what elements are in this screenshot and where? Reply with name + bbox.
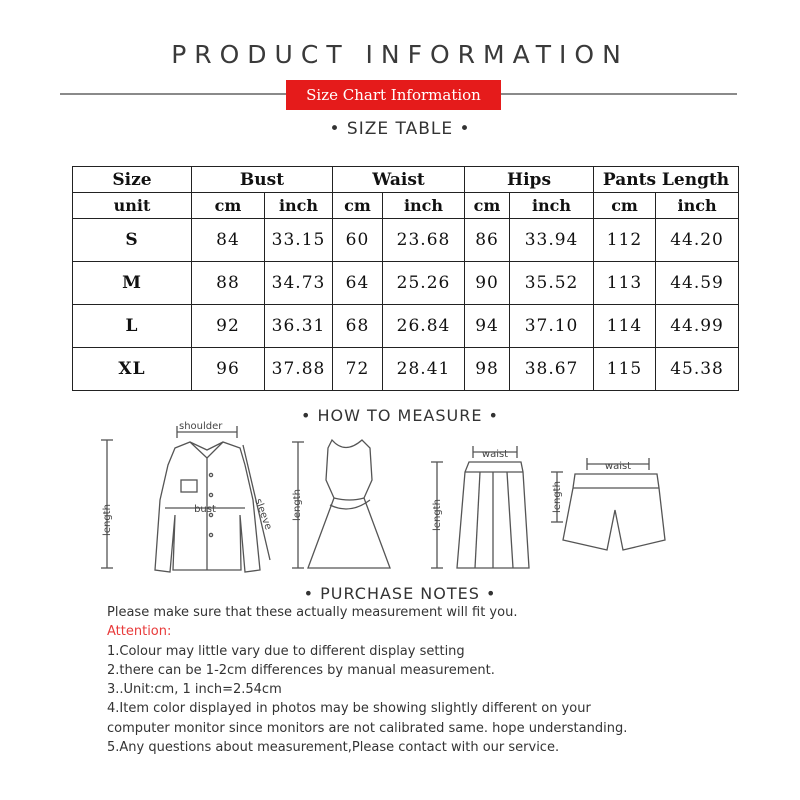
purchase-notes-heading: • PURCHASE NOTES • <box>303 584 497 603</box>
unit-cell: cm <box>192 193 265 219</box>
table-row <box>73 348 739 391</box>
table-row <box>73 305 739 348</box>
unit-row <box>73 193 739 219</box>
table-cell: 98 <box>465 348 510 391</box>
table-cell: 34.73 <box>265 262 333 305</box>
dress-diagram <box>290 430 400 575</box>
shirt-diagram <box>95 420 280 580</box>
table-cell: 45.38 <box>656 348 739 391</box>
length-label: length <box>102 504 113 536</box>
shorts-length-label: length <box>552 481 563 513</box>
unit-cell: cm <box>465 193 510 219</box>
table-cell: 64 <box>333 262 383 305</box>
table-cell: 44.20 <box>656 219 739 262</box>
note-item: 5.Any questions about measurement,Please contact with our service. <box>107 740 560 756</box>
table-cell: 86 <box>465 219 510 262</box>
note-item: 1.Colour may little vary due to different display setting <box>107 643 465 659</box>
table-row <box>73 219 739 262</box>
table-row <box>73 262 739 305</box>
waist-header: Waist <box>333 167 465 193</box>
table-cell: 38.67 <box>510 348 594 391</box>
unit-cell: inch <box>656 193 739 219</box>
table-cell: 114 <box>594 305 656 348</box>
table-cell: 44.99 <box>656 305 739 348</box>
notes-intro: Please make sure that these actually measurement will fit you. <box>107 605 518 620</box>
size-cell: M <box>73 262 192 305</box>
shorts-outline <box>563 474 665 550</box>
note-item: 3..Unit:cm, 1 inch=2.54cm <box>107 682 282 698</box>
skirt-length-label: length <box>432 499 443 531</box>
dress-outline <box>308 440 390 568</box>
note-item: 2.there can be 1-2cm differences by manual measurement. <box>107 662 495 678</box>
size-header: Size <box>73 167 192 193</box>
skirt-diagram <box>425 440 535 575</box>
table-cell: 25.26 <box>383 262 465 305</box>
header-rule-left <box>60 93 286 95</box>
size-chart-banner: Size Chart Information <box>286 80 501 110</box>
table-cell: 36.31 <box>265 305 333 348</box>
table-cell: 33.15 <box>265 219 333 262</box>
table-cell: 35.52 <box>510 262 594 305</box>
how-to-measure-heading: • HOW TO MEASURE • <box>301 406 499 425</box>
sleeve-label: sleeve <box>252 497 274 532</box>
dress-length-label: length <box>292 489 303 521</box>
size-table-heading: • SIZE TABLE • <box>329 119 471 139</box>
unit-cell: inch <box>383 193 465 219</box>
table-cell: 84 <box>192 219 265 262</box>
header-rule-right <box>501 93 737 95</box>
table-cell: 90 <box>465 262 510 305</box>
table-cell: 26.84 <box>383 305 465 348</box>
attention-label: Attention: <box>107 624 172 640</box>
pants-length-header: Pants Length <box>594 167 739 193</box>
table-cell: 113 <box>594 262 656 305</box>
size-cell: S <box>73 219 192 262</box>
size-table <box>72 166 739 391</box>
note-item: computer monitor since monitors are not calibrated same. hope understanding. <box>107 720 628 736</box>
table-cell: 28.41 <box>383 348 465 391</box>
table-cell: 96 <box>192 348 265 391</box>
note-item: 4.Item color displayed in photos may be showing slightly different on your <box>107 701 591 717</box>
table-cell: 92 <box>192 305 265 348</box>
page-title: PRODUCT INFORMATION <box>171 40 629 69</box>
shorts-waist-label: waist <box>604 461 632 472</box>
bust-label: bust <box>194 504 216 515</box>
table-cell: 115 <box>594 348 656 391</box>
table-cell: 112 <box>594 219 656 262</box>
table-cell: 37.10 <box>510 305 594 348</box>
unit-cell: cm <box>594 193 656 219</box>
unit-label: unit <box>73 193 192 219</box>
skirt-waist-label: waist <box>481 449 509 460</box>
unit-cell: inch <box>265 193 333 219</box>
bust-header: Bust <box>192 167 333 193</box>
table-cell: 72 <box>333 348 383 391</box>
table-cell: 88 <box>192 262 265 305</box>
table-cell: 94 <box>465 305 510 348</box>
size-cell: L <box>73 305 192 348</box>
table-cell: 60 <box>333 219 383 262</box>
unit-cell: cm <box>333 193 383 219</box>
size-cell: XL <box>73 348 192 391</box>
unit-cell: inch <box>510 193 594 219</box>
table-cell: 68 <box>333 305 383 348</box>
shorts-diagram <box>545 452 670 557</box>
shoulder-label: shoulder <box>179 421 223 432</box>
table-cell: 44.59 <box>656 262 739 305</box>
table-cell: 23.68 <box>383 219 465 262</box>
table-cell: 33.94 <box>510 219 594 262</box>
hips-header: Hips <box>465 167 594 193</box>
purchase-notes <box>107 603 747 757</box>
table-header-row <box>73 167 739 193</box>
table-cell: 37.88 <box>265 348 333 391</box>
